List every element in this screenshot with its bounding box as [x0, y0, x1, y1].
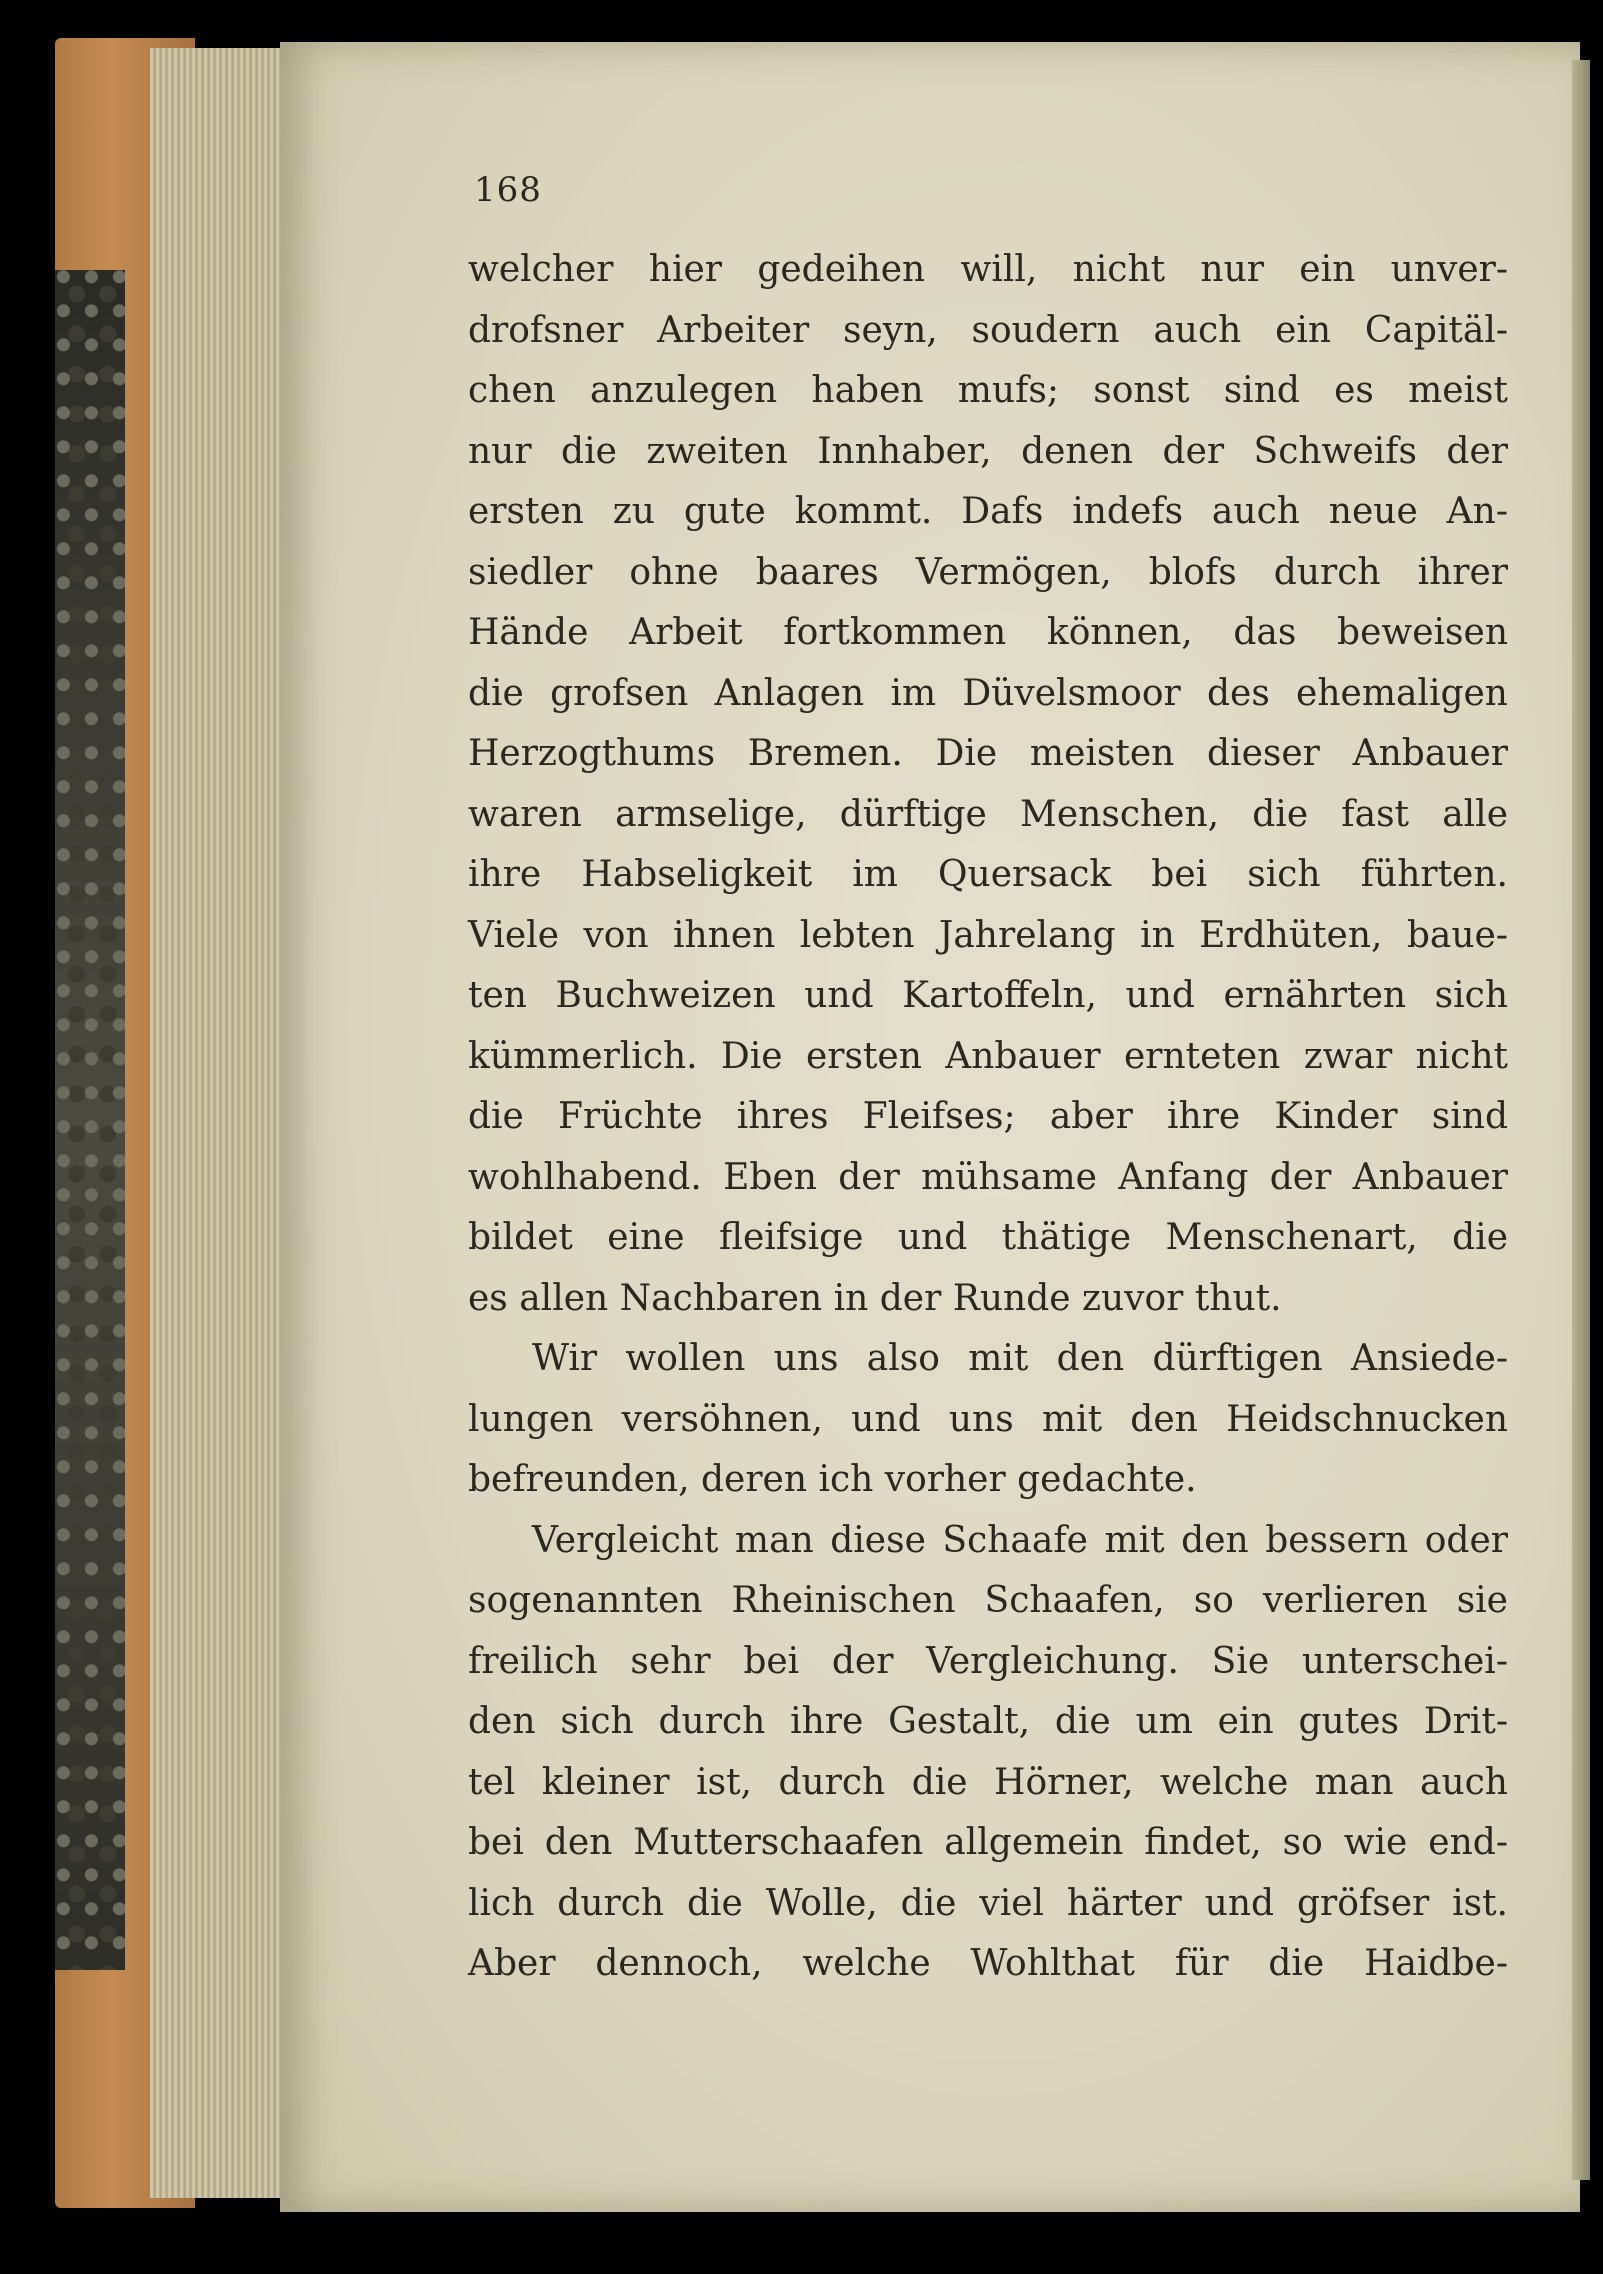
stacked-page-edges [150, 48, 300, 2198]
text-line: waren armselige, dürftige Menschen, die fast alle [468, 793, 1508, 835]
text-line: sogenannten Rheinischen Schaafen, so verlieren sie [468, 1580, 1508, 1621]
text-line: Aber dennoch, welche Wohlthat für die Haidbe- [468, 1943, 1508, 1984]
text-line: drofsner Arbeiter seyn, soudern auch ein Capitäl- [468, 309, 1508, 351]
page-number: 168 [474, 170, 542, 210]
text-block [468, 240, 1508, 1995]
text-line: siedler ohne baares Vermögen, blofs durch ihrer [468, 551, 1508, 593]
text-line: Viele von ihnen lebten Jahrelang in Erdhüten, baue- [468, 914, 1508, 956]
marbled-cover-paper [55, 270, 125, 1970]
text-line: lich durch die Wolle, die viel härter und gröfser ist. [468, 1882, 1508, 1924]
text-line: es allen Nachbaren in der Runde zuvor thut. [468, 1277, 1282, 1319]
text-line: Hände Arbeit fortkommen können, das beweisen [468, 612, 1508, 653]
text-line: bildet eine fleifsige und thätige Menschenart, die [468, 1217, 1508, 1258]
text-line: ersten zu gute kommt. Dafs indefs auch neue An- [468, 491, 1508, 532]
text-line: chen anzulegen haben mufs; sonst sind es meist [468, 370, 1508, 411]
text-line: ten Buchweizen und Kartoffeln, und ernährten sich [468, 975, 1508, 1016]
text-line: freilich sehr bei der Vergleichung. Sie unterschei- [468, 1640, 1508, 1682]
text-line: bei den Mutterschaafen allgemein findet, so wie end- [468, 1822, 1508, 1863]
text-line: befreunden, deren ich vorher gedachte. [468, 1459, 1197, 1500]
text-line: Herzogthums Bremen. Die meisten dieser Anbauer [468, 733, 1508, 774]
text-line: lungen versöhnen, und uns mit den Heidschnucken [468, 1398, 1508, 1440]
text-line: Wir wollen uns also mit den dürftigen Ansiede- [532, 1338, 1508, 1379]
text-line: die Früchte ihres Fleifses; aber ihre Kinder sind [468, 1096, 1508, 1137]
text-line: welcher hier gedeihen will, nicht nur ein unver- [468, 249, 1508, 290]
text-line: wohlhabend. Eben der mühsame Anfang der Anbauer [468, 1156, 1508, 1198]
page-right-edge [1572, 60, 1590, 2180]
text-line: Vergleicht man diese Schaafe mit den bessern oder [532, 1519, 1508, 1561]
text-line: die grofsen Anlagen im Düvelsmoor des ehemaligen [468, 672, 1508, 714]
text-line: ihre Habseligkeit im Quersack bei sich führten. [468, 854, 1508, 895]
text-line: kümmerlich. Die ersten Anbauer ernteten zwar nicht [468, 1035, 1508, 1077]
text-line: den sich durch ihre Gestalt, die um ein gutes Drit- [468, 1701, 1508, 1742]
text-line: tel kleiner ist, durch die Hörner, welche man auch [468, 1761, 1508, 1803]
page-content [468, 170, 1508, 1995]
text-line: nur die zweiten Innhaber, denen der Schweifs der [468, 430, 1508, 472]
